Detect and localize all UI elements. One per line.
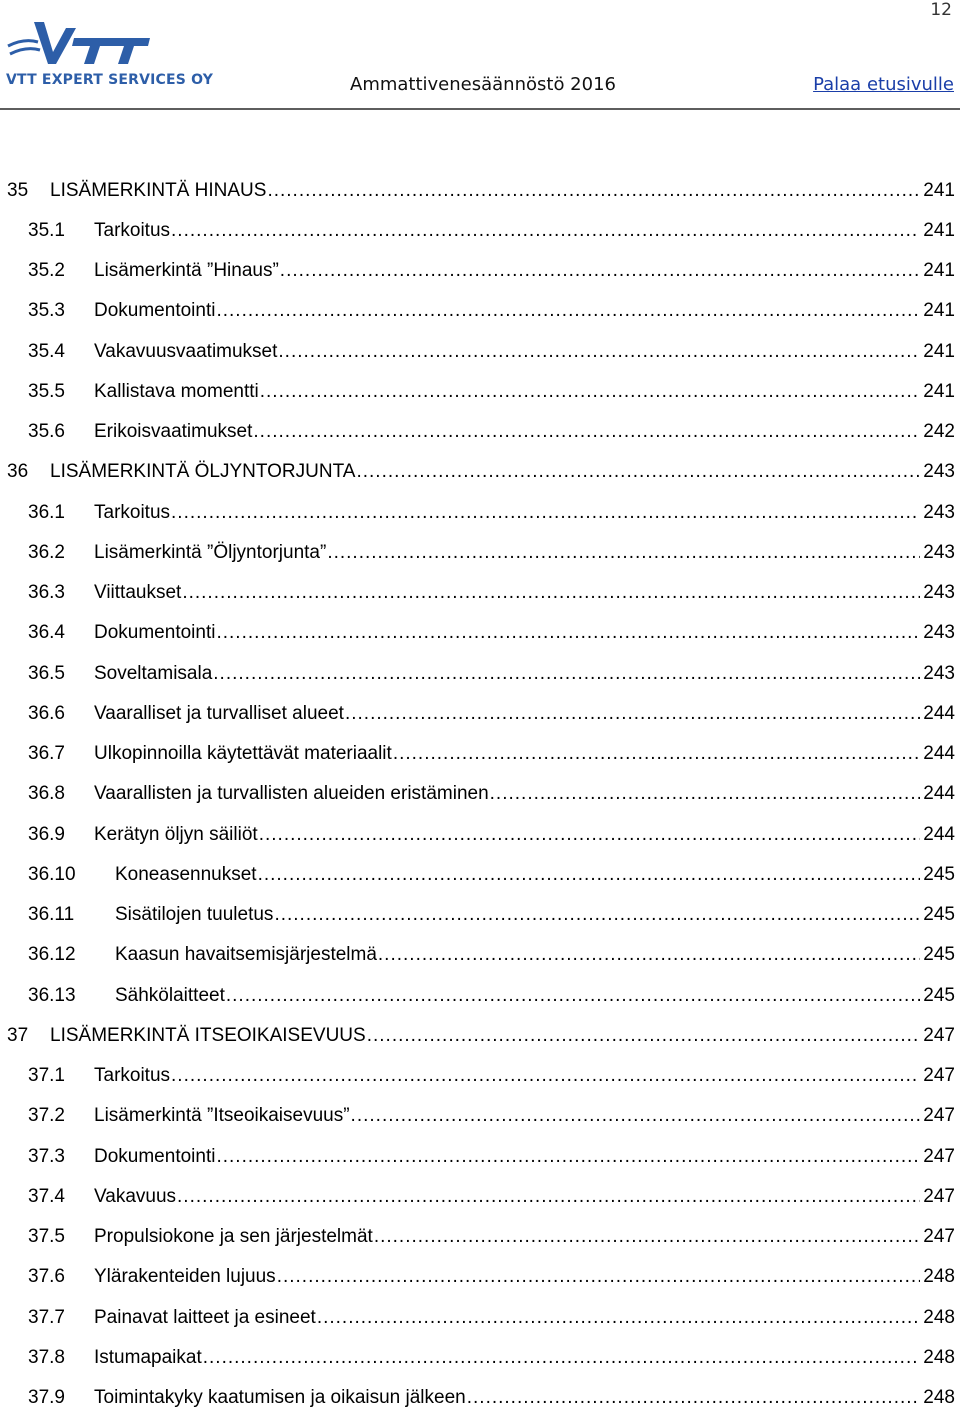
toc-dot-leader xyxy=(278,342,920,361)
toc-dot-leader xyxy=(177,1187,920,1206)
toc-entry-title: Kallistava momentti xyxy=(94,380,259,402)
toc-entry-page: 243 xyxy=(923,461,955,483)
toc-dot-leader xyxy=(367,1026,921,1045)
toc-entry[interactable] xyxy=(0,1297,955,1337)
toc-entry[interactable] xyxy=(0,1337,955,1377)
toc-entry-number: 36.4 xyxy=(28,622,65,644)
toc-entry-title: Lisämerkintä ”Hinaus” xyxy=(94,260,279,282)
toc-dot-leader xyxy=(216,1147,920,1166)
vtt-logo-icon xyxy=(4,16,154,72)
toc-dot-leader xyxy=(216,301,920,320)
toc-entry-number: 35.3 xyxy=(28,300,65,322)
toc-entry-title: Lisämerkintä ”Öljyntorjunta” xyxy=(94,541,327,563)
toc-entry-title: Tarkoitus xyxy=(94,501,171,523)
toc-entry-page: 248 xyxy=(923,1306,955,1328)
toc-entry-title: Istumapaikat xyxy=(94,1346,202,1368)
toc-entry-page: 242 xyxy=(923,421,955,443)
toc-entry-number: 36.8 xyxy=(28,783,65,805)
toc-entry[interactable] xyxy=(0,734,955,774)
toc-entry[interactable] xyxy=(0,1257,955,1297)
toc-entry-page: 241 xyxy=(923,219,955,241)
toc-entry-page: 247 xyxy=(923,1226,955,1248)
toc-entry-title: Sähkölaitteet xyxy=(115,984,225,1006)
page-number: 12 xyxy=(930,0,952,20)
toc-entry[interactable] xyxy=(0,412,955,452)
toc-dot-leader xyxy=(182,583,920,602)
toc-entry-number: 35.4 xyxy=(28,340,65,362)
toc-entry-number: 37 xyxy=(7,1024,29,1046)
toc-entry-number: 36.13 xyxy=(28,984,76,1006)
toc-entry-title: Kerätyn öljyn säiliöt xyxy=(94,823,258,845)
toc-entry-number: 36.10 xyxy=(28,863,76,885)
toc-entry-page: 243 xyxy=(923,582,955,604)
toc-entry-number: 36.12 xyxy=(28,944,76,966)
toc-entry-page: 245 xyxy=(923,904,955,926)
toc-entry-title: Vaarallisten ja turvallisten alueiden eristäminen xyxy=(94,783,489,805)
toc-entry-page: 243 xyxy=(923,662,955,684)
toc-entry-number: 36.2 xyxy=(28,541,65,563)
toc-dot-leader xyxy=(351,1106,921,1125)
toc-entry[interactable] xyxy=(0,573,955,613)
toc-entry[interactable] xyxy=(0,1056,955,1096)
toc-entry-page: 247 xyxy=(923,1185,955,1207)
toc-dot-leader xyxy=(226,986,920,1005)
toc-entry[interactable] xyxy=(0,1217,955,1257)
toc-entry-page: 245 xyxy=(923,944,955,966)
toc-entry-number: 37.7 xyxy=(28,1306,65,1328)
toc-entry-page: 244 xyxy=(923,702,955,724)
toc-entry-number: 37.4 xyxy=(28,1185,65,1207)
toc-entry-number: 37.5 xyxy=(28,1226,65,1248)
toc-entry-number: 37.8 xyxy=(28,1346,65,1368)
toc-dot-leader xyxy=(259,825,921,844)
toc-entry[interactable] xyxy=(0,452,955,492)
toc-dot-leader xyxy=(317,1308,920,1327)
toc-entry-number: 36.9 xyxy=(28,823,65,845)
toc-entry-page: 243 xyxy=(923,501,955,523)
toc-entry-page: 241 xyxy=(923,340,955,362)
toc-dot-leader xyxy=(393,744,920,763)
toc-entry[interactable] xyxy=(0,210,955,250)
toc-entry[interactable] xyxy=(0,895,955,935)
toc-entry-title: Lisämerkintä ”Itseoikaisevuus” xyxy=(94,1105,350,1127)
toc-entry-title: Ulkopinnoilla käytettävät materiaalit xyxy=(94,743,392,765)
toc-entry[interactable] xyxy=(0,774,955,814)
toc-dot-leader xyxy=(260,382,921,401)
toc-entry-number: 35 xyxy=(7,179,29,201)
toc-entry-number: 35.2 xyxy=(28,260,65,282)
toc-entry-page: 247 xyxy=(923,1065,955,1087)
toc-dot-leader xyxy=(277,1267,921,1286)
toc-entry[interactable] xyxy=(0,975,955,1015)
toc-entry-page: 245 xyxy=(923,863,955,885)
toc-dot-leader xyxy=(171,1066,920,1085)
toc-dot-leader xyxy=(374,1227,920,1246)
toc-entry-number: 36 xyxy=(7,461,29,483)
toc-entry-number: 35.6 xyxy=(28,421,65,443)
toc-entry[interactable] xyxy=(0,693,955,733)
toc-entry-number: 36.6 xyxy=(28,702,65,724)
toc-entry-number: 36.1 xyxy=(28,501,65,523)
toc-dot-leader xyxy=(213,664,920,683)
toc-entry[interactable] xyxy=(0,1096,955,1136)
toc-entry-number: 36.11 xyxy=(28,904,75,926)
toc-entry-number: 37.2 xyxy=(28,1105,65,1127)
toc-entry-title: Dokumentointi xyxy=(94,1145,216,1167)
toc-entry-page: 248 xyxy=(923,1387,955,1409)
toc-entry-number: 37.9 xyxy=(28,1387,65,1409)
toc-entry-page: 245 xyxy=(923,984,955,1006)
logo-text: VTT EXPERT SERVICES OY xyxy=(6,72,214,88)
toc-entry-title: LISÄMERKINTÄ ÖLJYNTORJUNTA xyxy=(50,461,356,483)
document-title: Ammattivenesäännöstö 2016 xyxy=(350,74,616,95)
toc-entry-title: Painavat laitteet ja esineet xyxy=(94,1306,316,1328)
toc-entry-number: 35.1 xyxy=(28,219,65,241)
toc-entry[interactable] xyxy=(0,653,955,693)
toc-entry-title: Dokumentointi xyxy=(94,622,216,644)
toc-dot-leader xyxy=(258,865,921,884)
toc-entry[interactable] xyxy=(0,1378,955,1418)
toc-dot-leader xyxy=(280,261,921,280)
toc-dot-leader xyxy=(490,784,921,803)
toc-entry-title: LISÄMERKINTÄ ITSEOIKAISEVUUS xyxy=(50,1024,366,1046)
toc-entry-page: 247 xyxy=(923,1105,955,1127)
toc-entry[interactable] xyxy=(0,251,955,291)
toc-entry-page: 241 xyxy=(923,260,955,282)
toc-entry[interactable] xyxy=(0,170,955,210)
toc-entry-number: 37.3 xyxy=(28,1145,65,1167)
toc-entry[interactable] xyxy=(0,492,955,532)
toc-entry-number: 36.7 xyxy=(28,743,65,765)
toc-dot-leader xyxy=(171,221,920,240)
toc-entry[interactable] xyxy=(0,1015,955,1055)
table-of-contents xyxy=(0,170,955,1418)
toc-entry-page: 247 xyxy=(923,1024,955,1046)
toc-entry-title: Toimintakyky kaatumisen ja oikaisun jälkeen xyxy=(94,1387,466,1409)
toc-entry-number: 37.1 xyxy=(28,1065,65,1087)
toc-entry-title: Tarkoitus xyxy=(94,219,171,241)
toc-entry[interactable] xyxy=(0,331,955,371)
toc-dot-leader xyxy=(356,462,920,481)
toc-entry-number: 36.3 xyxy=(28,582,65,604)
toc-entry[interactable] xyxy=(0,613,955,653)
toc-entry-number: 36.5 xyxy=(28,662,65,684)
toc-entry-page: 247 xyxy=(923,1145,955,1167)
toc-dot-leader xyxy=(203,1348,921,1367)
toc-entry-page: 241 xyxy=(923,300,955,322)
toc-entry-title: Vakavuusvaatimukset xyxy=(94,340,278,362)
toc-entry[interactable] xyxy=(0,814,955,854)
toc-entry-title: Viittaukset xyxy=(94,582,182,604)
toc-entry-title: Kaasun havaitsemisjärjestelmä xyxy=(115,944,377,966)
toc-dot-leader xyxy=(467,1388,921,1407)
toc-entry-title: Vaaralliset ja turvalliset alueet xyxy=(94,702,344,724)
toc-dot-leader xyxy=(274,905,920,924)
toc-entry-title: Erikoisvaatimukset xyxy=(94,421,253,443)
toc-entry-page: 244 xyxy=(923,743,955,765)
toc-dot-leader xyxy=(267,181,920,200)
toc-dot-leader xyxy=(253,422,920,441)
toc-entry[interactable] xyxy=(0,935,955,975)
toc-entry-title: Dokumentointi xyxy=(94,300,216,322)
toc-dot-leader xyxy=(345,704,920,723)
toc-dot-leader xyxy=(327,543,920,562)
toc-entry[interactable] xyxy=(0,1136,955,1176)
toc-entry-title: LISÄMERKINTÄ HINAUS xyxy=(50,179,267,201)
header-divider xyxy=(0,108,960,110)
toc-entry-page: 248 xyxy=(923,1266,955,1288)
toc-entry[interactable] xyxy=(0,371,955,411)
toc-entry-title: Ylärakenteiden lujuus xyxy=(94,1266,276,1288)
toc-entry-title: Soveltamisala xyxy=(94,662,213,684)
toc-entry[interactable] xyxy=(0,291,955,331)
toc-entry-number: 35.5 xyxy=(28,380,65,402)
toc-entry-page: 241 xyxy=(923,179,955,201)
toc-entry[interactable] xyxy=(0,854,955,894)
toc-entry-page: 241 xyxy=(923,380,955,402)
toc-entry-title: Propulsiokone ja sen järjestelmät xyxy=(94,1226,373,1248)
toc-entry-number: 37.6 xyxy=(28,1266,65,1288)
toc-entry-page: 244 xyxy=(923,823,955,845)
toc-entry-page: 248 xyxy=(923,1346,955,1368)
toc-entry-page: 243 xyxy=(923,622,955,644)
toc-entry-title: Koneasennukset xyxy=(115,863,257,885)
back-to-home-link[interactable]: Palaa etusivulle xyxy=(813,74,954,95)
toc-entry-title: Vakavuus xyxy=(94,1185,177,1207)
toc-entry-page: 244 xyxy=(923,783,955,805)
toc-entry-page: 243 xyxy=(923,541,955,563)
toc-entry[interactable] xyxy=(0,532,955,572)
toc-dot-leader xyxy=(378,945,920,964)
toc-entry[interactable] xyxy=(0,1176,955,1216)
toc-entry-title: Sisätilojen tuuletus xyxy=(115,904,274,926)
toc-dot-leader xyxy=(171,503,920,522)
toc-entry-title: Tarkoitus xyxy=(94,1065,171,1087)
toc-dot-leader xyxy=(216,623,920,642)
